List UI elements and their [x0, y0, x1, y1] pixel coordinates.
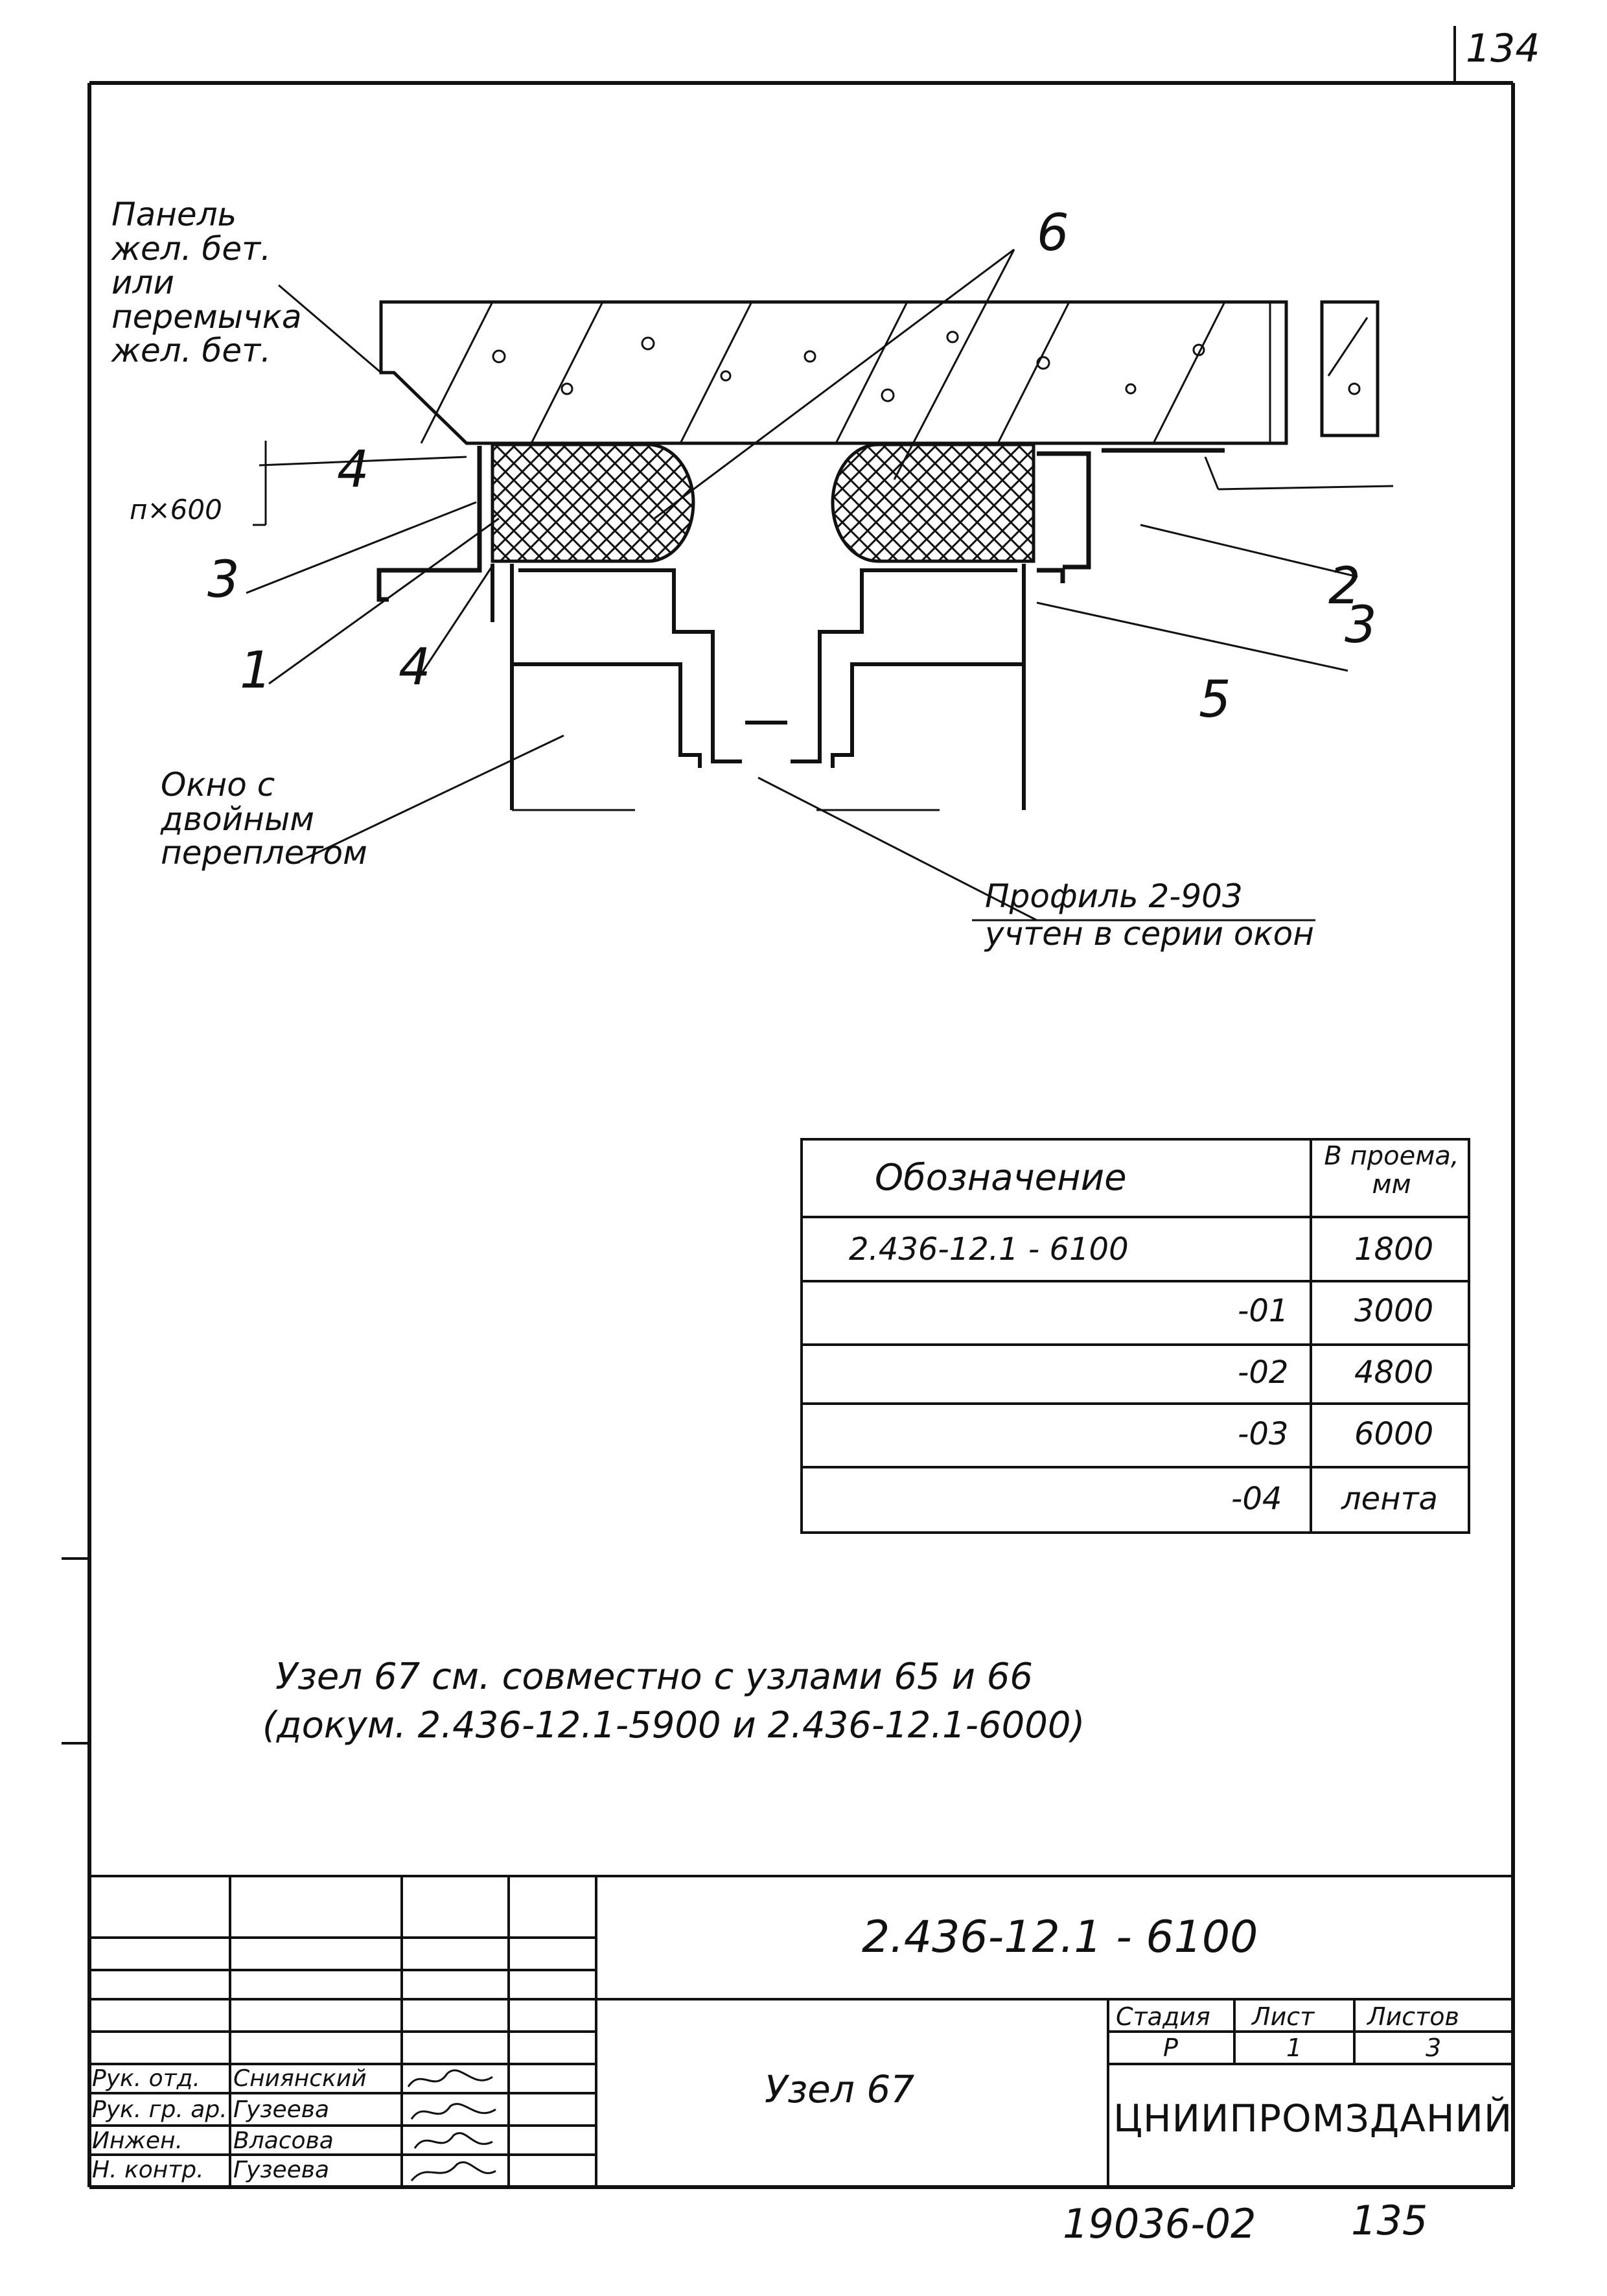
callout-4-bottom: 4 [399, 638, 431, 697]
callout-4-top: 4 [337, 441, 369, 499]
title-sheets-header: Листов [1367, 2002, 1459, 2031]
callout-5: 5 [1199, 671, 1231, 729]
title-stage-header: Стадия [1116, 2002, 1210, 2031]
signature-name: Гузеева [233, 2096, 330, 2123]
callout-6: 6 [1037, 204, 1069, 262]
spec-row-designation: 2.436-12.1 - 6100 [849, 1231, 1129, 1268]
window-sashes [492, 564, 1024, 810]
signature-name: Сниянский [233, 2065, 367, 2092]
footer-page-number: 135 [1351, 2197, 1428, 2244]
title-sheet-header: Лист [1252, 2002, 1315, 2031]
spec-header-opening-line-1: В проема, [1324, 1141, 1459, 1171]
note-line-2: (докум. 2.436-12.1-5900 и 2.436-12.1-6000) [262, 1704, 1085, 1746]
spec-header-opening [1319, 1142, 1464, 1199]
callout-3-right: 3 [1345, 596, 1377, 655]
concrete-panel [381, 302, 1378, 443]
callout-3-left: 3 [207, 551, 240, 609]
label-window-line-3: переплетом [161, 834, 367, 872]
title-document-code: 2.436-12.1 - 6100 [862, 1912, 1258, 1963]
title-drawing-name: Узел 67 [765, 2067, 915, 2111]
signature-role: Инжен. [92, 2128, 183, 2154]
title-organization: ЦНИИПРОМЗДАНИЙ [1113, 2096, 1513, 2140]
spec-row-value: лента [1341, 1481, 1438, 1517]
spec-row-value: 4800 [1354, 1354, 1434, 1391]
label-panel-line-5: жел. бет. [111, 332, 272, 369]
title-sheet-value: 1 [1286, 2034, 1302, 2062]
label-panel [111, 198, 302, 368]
title-sheets-value: 3 [1426, 2034, 1442, 2062]
note-line-1: Узел 67 см. совместно с узлами 65 и 66 [275, 1656, 1034, 1698]
title-stage-value: Р [1163, 2034, 1178, 2062]
label-window [161, 768, 367, 870]
signature-role: Н. контр. [92, 2157, 204, 2183]
spec-row-designation: -03 [1238, 1416, 1289, 1452]
label-panel-line-2: жел. бет. [111, 229, 272, 268]
spec-row-designation: -02 [1238, 1354, 1289, 1391]
signature-role: Рук. гр. ар. [92, 2096, 227, 2123]
callout-1: 1 [240, 642, 272, 700]
label-profile-line-1: Профиль 2-903 [985, 877, 1243, 915]
spec-row-value: 3000 [1354, 1293, 1434, 1329]
label-profile [985, 878, 1314, 953]
spec-row-designation: -01 [1238, 1293, 1289, 1329]
label-window-line-2: двойным [161, 800, 315, 838]
spec-row-value: 1800 [1354, 1231, 1434, 1268]
label-panel-line-3: или [111, 264, 174, 301]
label-spacing: п×600 [130, 494, 222, 526]
signature-role: Рук. отд. [92, 2065, 200, 2092]
spec-row-designation: -04 [1231, 1481, 1282, 1517]
label-profile-line-2: учтен в серии окон [985, 914, 1314, 953]
leader-lines [246, 249, 1393, 920]
spec-row-value: 6000 [1354, 1416, 1434, 1452]
signature-name: Власова [233, 2128, 334, 2154]
spec-header-opening-line-2: мм [1372, 1170, 1411, 1200]
label-panel-line-1: Панель [111, 196, 237, 233]
sealing-cords [492, 445, 1034, 561]
footer-inventory-number: 19036-02 [1063, 2200, 1256, 2247]
page-number: 134 [1466, 26, 1540, 71]
signature-name: Гузеева [233, 2157, 330, 2183]
callout-2: 2 [1328, 557, 1361, 616]
label-panel-line-4: перемычка [111, 297, 302, 336]
signature-scribbles [402, 2064, 512, 2187]
label-window-line-1: Окно с [161, 766, 275, 804]
spec-header-designation: Обозначение [875, 1157, 1127, 1199]
